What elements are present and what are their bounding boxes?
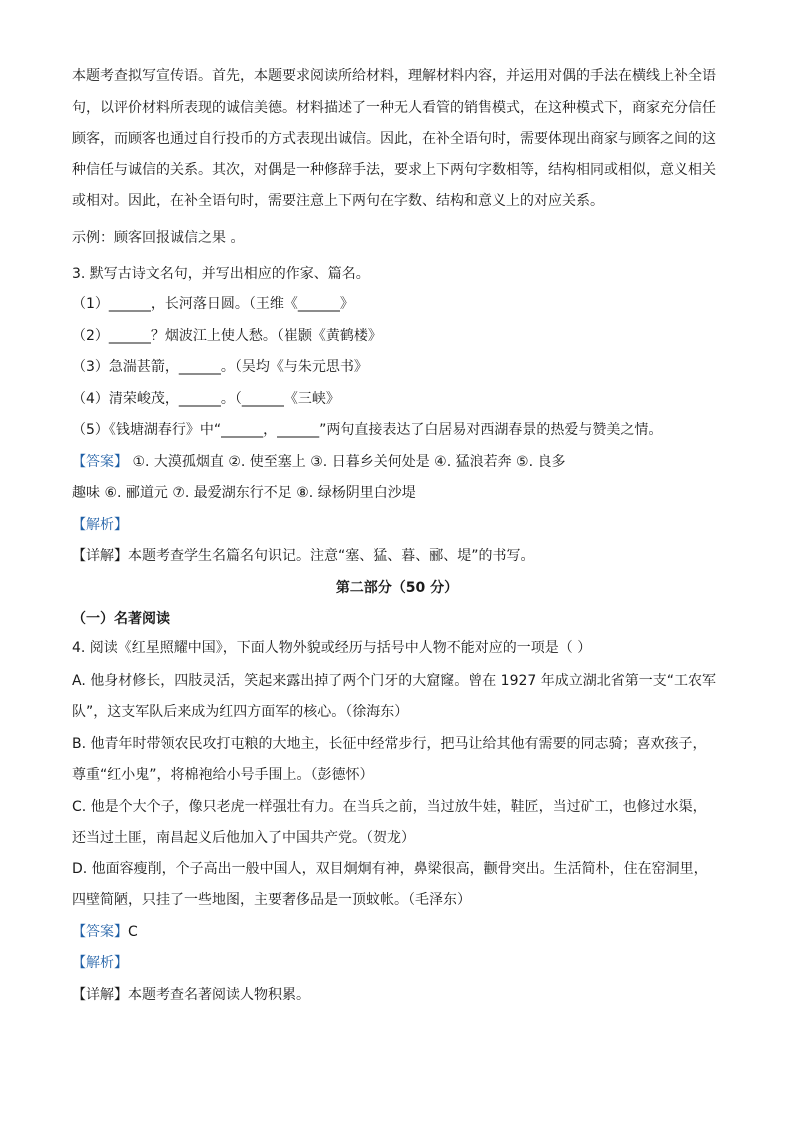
paragraph-line: 种信任与诚信的关系。其次，对偶是一种修辞手法，要求上下两句字数相等，结构相同或相似，意义相关: [72, 162, 716, 178]
question-3-item: （1）______，长河落日圆。（王维《______》: [72, 296, 354, 312]
detail-label: 【详解】: [72, 987, 128, 1003]
answer-text: C: [128, 924, 138, 940]
question-4-option-line: D. 他面容瘦削，个子高出一般中国人，双目炯炯有神，鼻梁很高，颧骨突出。生活简朴，住在窑洞里，: [72, 861, 708, 877]
paragraph-line: 顾客，而顾客也通过自行投币的方式表现出诚信。因此，在补全语句时，需要体现出商家与顾客之间的这: [72, 131, 716, 147]
question-4-option-line: C. 他是个大个子，像只老虎一样强壮有力。在当兵之前，当过放牛娃，鞋匠，当过矿工，也修过水渠，: [72, 799, 707, 815]
answer-label: 【答案】: [72, 924, 128, 940]
question-4-option-line: A. 他身材修长，四肢灵活，笑起来露出掉了两个门牙的大窟窿。曾在 1927 年成立湖北省第一支“工农军: [72, 673, 717, 689]
detail-label: 【详解】: [72, 548, 128, 564]
question-4-option-line: B. 他青年时带领农民攻打屯粮的大地主，长征中经常步行，把马让给其他有需要的同志骑；喜欢孩子，: [72, 736, 707, 752]
detail-text: 本题考查学生名篇名句识记。注意“塞、猛、暮、郦、堤”的书写。: [128, 548, 535, 564]
answer-label: 【答案】: [72, 454, 128, 470]
question-3-item: （5）《钱塘湖春行》中“______，______”两句直接表达了白居易对西湖春景的热爱与赞美之情。: [72, 422, 663, 438]
question-4-detail: [72, 985, 732, 1005]
question-3-item: （2）______？烟波江上使人愁。（崔颢《黄鹤楼》: [72, 328, 382, 344]
question-3-item: （4）清荣峻茂，______。（______《三峡》: [72, 391, 340, 407]
question-3-answer-continued: 趣味 ⑥. 郦道元 ⑦. 最爱湖东行不足 ⑧. 绿杨阴里白沙堤: [72, 485, 416, 501]
question-4-option-line: 还当过土匪，南昌起义后他加入了中国共产党。（贺龙）: [72, 830, 415, 846]
detail-text: 本题考查名著阅读人物积累。: [128, 987, 310, 1003]
paragraph-line: 本题考查拟写宣传语。首先，本题要求阅读所给材料，理解材料内容，并运用对偶的手法在横线上补全语: [72, 68, 716, 84]
question-4-stem: 4. 阅读《红星照耀中国》，下面人物外貌或经历与括号中人物不能对应的一项是（ ）: [72, 640, 592, 656]
example-line: 示例：顾客回报诚信之果 。: [72, 230, 245, 246]
answer-text: ①. 大漠孤烟直 ②. 使至塞上 ③. 日暮乡关何处是 ④. 猛浪若奔 ⑤. 良多: [128, 454, 566, 470]
paragraph-line: 或相对。因此，在补全语句时，需要注意上下两句在字数、结构和意义上的对应关系。: [72, 193, 604, 209]
question-4-option-line: 四壁简陋，只挂了一些地图，主要奢侈品是一顶蚊帐。（毛泽东）: [72, 892, 471, 908]
question-3-answer: [72, 452, 732, 472]
analysis-label: 【解析】: [72, 955, 128, 971]
paragraph-line: 句，以评价材料所表现的诚信美德。材料描述了一种无人看管的销售模式，在这种模式下，商家充分信任: [72, 100, 716, 116]
section-1-title: （一）名著阅读: [72, 611, 170, 627]
analysis-label: 【解析】: [72, 517, 128, 533]
question-3-item: （3）急湍甚箭，______。（吴均《与朱元思书》: [72, 359, 368, 375]
question-3-stem: 3. 默写古诗文名句，并写出相应的作家、篇名。: [72, 266, 370, 282]
question-4-answer: [72, 922, 732, 942]
question-4-option-line: 队”，这支军队后来成为红四方面军的核心。（徐海东）: [72, 704, 409, 720]
part-2-title: 第二部分（50 分）: [335, 580, 459, 596]
question-4-option-line: 尊重“红小鬼”，将棉袍给小号手围上。（彭德怀）: [72, 767, 374, 783]
question-3-detail: [72, 546, 732, 566]
